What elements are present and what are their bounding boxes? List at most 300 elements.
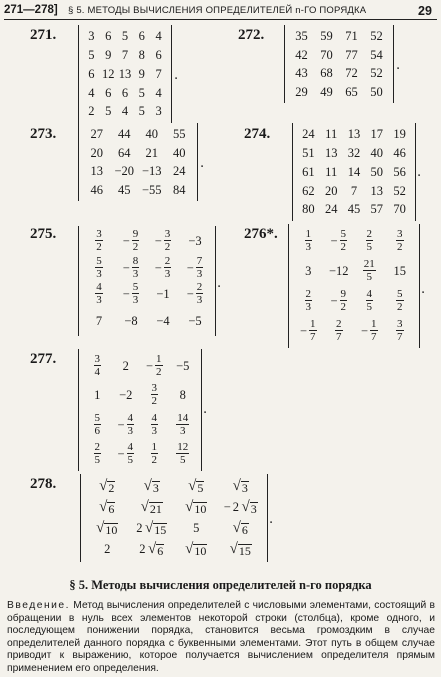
matrix-entry: 50 bbox=[370, 84, 383, 99]
denominator: 5 bbox=[180, 454, 186, 467]
matrix-entry: 6 bbox=[138, 29, 145, 44]
matrix-entry bbox=[123, 282, 140, 306]
matrix-entry: 56 bbox=[393, 164, 406, 179]
determinant-grid bbox=[293, 226, 415, 346]
numerator: 2 bbox=[94, 441, 100, 454]
matrix-entry bbox=[146, 354, 163, 378]
matrix-entry: 24 bbox=[302, 127, 315, 142]
matrix-entry bbox=[95, 229, 103, 253]
denominator: 3 bbox=[151, 424, 157, 437]
fraction bbox=[155, 354, 163, 378]
matrix-entry: 2 bbox=[104, 542, 111, 557]
matrix-entry: 4 bbox=[155, 85, 162, 100]
numerator: 7 bbox=[196, 254, 203, 267]
fraction bbox=[335, 319, 343, 343]
determinant bbox=[292, 123, 416, 221]
matrix-entry: −5 bbox=[188, 313, 202, 328]
radicand: 6 bbox=[157, 544, 164, 558]
matrix-entry bbox=[123, 229, 140, 253]
matrix-entry: 5 bbox=[138, 104, 145, 119]
fraction bbox=[164, 229, 172, 253]
minus-sign: − bbox=[223, 500, 231, 515]
matrix-entry: 4 bbox=[121, 104, 129, 119]
numerator: 5 bbox=[340, 228, 347, 240]
matrix-entry: 59 bbox=[320, 29, 333, 43]
matrix-entry: 29 bbox=[295, 84, 308, 99]
fraction bbox=[127, 413, 135, 437]
minus-sign: − bbox=[186, 260, 194, 275]
matrix-entry: 42 bbox=[295, 47, 308, 62]
radical-sign: √ bbox=[229, 541, 238, 557]
matrix-entry: 20 bbox=[324, 183, 338, 198]
radical-sign: √ bbox=[241, 499, 250, 515]
numerator: 4 bbox=[366, 288, 372, 300]
fraction bbox=[95, 282, 103, 306]
matrix-entry: −8 bbox=[124, 313, 138, 328]
matrix-entry: 17 bbox=[370, 127, 384, 142]
matrix-entry bbox=[99, 500, 115, 515]
problem-number: 272. bbox=[238, 27, 265, 43]
matrix-entry: 24 bbox=[173, 164, 186, 178]
matrix-entry bbox=[396, 289, 404, 313]
matrix-entry: 2 bbox=[122, 358, 129, 373]
radicand: 10 bbox=[105, 523, 118, 537]
fraction bbox=[196, 282, 204, 306]
denominator: 2 bbox=[96, 241, 102, 254]
fraction bbox=[340, 289, 348, 313]
numerator: 5 bbox=[94, 411, 100, 424]
matrix-entry: 7 bbox=[350, 183, 358, 198]
matrix-entry bbox=[366, 229, 374, 253]
matrix-entry: 15 bbox=[393, 263, 406, 278]
matrix-entry: 7 bbox=[155, 66, 162, 81]
minus-sign: − bbox=[117, 447, 125, 461]
matrix-entry: 32 bbox=[347, 145, 361, 160]
square-root bbox=[233, 521, 249, 536]
matrix-entry: 45 bbox=[118, 182, 131, 197]
period-mark: . bbox=[174, 68, 179, 83]
numerator: 4 bbox=[127, 411, 134, 424]
denominator: 2 bbox=[151, 395, 157, 408]
determinant bbox=[78, 123, 198, 201]
numerator: 1 bbox=[305, 228, 311, 240]
denominator: 7 bbox=[371, 331, 377, 343]
matrix-entry: 13 bbox=[324, 145, 338, 160]
fraction bbox=[127, 442, 135, 466]
matrix-entry: 5 bbox=[138, 85, 145, 100]
intro-label: Введение. bbox=[7, 600, 70, 611]
minus-sign: − bbox=[122, 260, 130, 275]
matrix-entry: −5 bbox=[176, 358, 190, 373]
matrix-entry bbox=[363, 259, 376, 283]
denominator: 5 bbox=[366, 241, 372, 253]
matrix-entry: 6 bbox=[105, 85, 112, 100]
header-range: 271—278] bbox=[4, 4, 58, 16]
denominator: 7 bbox=[336, 331, 342, 343]
matrix-entry bbox=[233, 521, 249, 536]
matrix-entry: 54 bbox=[370, 47, 383, 62]
radicand: 2 bbox=[108, 481, 115, 495]
radical-sign: √ bbox=[145, 520, 154, 536]
radical-sign: √ bbox=[99, 478, 108, 494]
header-title: § 5. МЕТОДЫ ВЫЧИСЛЕНИЯ ОПРЕДЕЛИТЕЛЕЙ n-ГО ПОРЯДКА bbox=[68, 5, 367, 16]
numerator: 3 bbox=[94, 352, 100, 365]
matrix-entry bbox=[96, 521, 118, 536]
radical-sign: √ bbox=[232, 478, 241, 494]
numerator: 3 bbox=[164, 228, 171, 241]
matrix-entry bbox=[151, 442, 159, 466]
denominator: 4 bbox=[94, 365, 100, 378]
matrix-entry: 40 bbox=[145, 127, 158, 141]
fraction bbox=[396, 289, 404, 313]
matrix-entry: 21 bbox=[145, 145, 158, 160]
numerator: 1 bbox=[151, 441, 157, 454]
matrix-entry: 55 bbox=[173, 127, 186, 141]
radicand: 3 bbox=[152, 481, 159, 495]
problem-number: 274. bbox=[244, 126, 271, 142]
matrix-entry: −13 bbox=[141, 164, 162, 178]
minus-sign: − bbox=[145, 358, 154, 373]
square-root bbox=[233, 479, 249, 494]
denominator: 7 bbox=[310, 331, 316, 343]
fraction bbox=[366, 229, 374, 253]
determinant bbox=[78, 25, 172, 123]
fraction bbox=[305, 229, 313, 253]
radical-sign: √ bbox=[143, 478, 152, 494]
matrix-entry: 72 bbox=[345, 66, 358, 80]
square-root bbox=[141, 500, 163, 515]
matrix-entry bbox=[300, 319, 317, 343]
radicand: 10 bbox=[194, 502, 207, 516]
problem-number: 278. bbox=[30, 476, 57, 492]
radicand: 10 bbox=[194, 544, 207, 558]
numerator: 2 bbox=[196, 281, 203, 294]
matrix-entry: 57 bbox=[370, 202, 384, 217]
matrix-entry: −55 bbox=[141, 182, 162, 197]
square-root bbox=[185, 500, 207, 515]
minus-sign: − bbox=[330, 293, 338, 308]
matrix-entry: 52 bbox=[393, 183, 406, 198]
matrix-entry bbox=[141, 500, 163, 515]
coefficient: 2 bbox=[232, 500, 242, 515]
problem-number: 275. bbox=[30, 226, 57, 242]
matrix-entry bbox=[151, 413, 159, 437]
matrix-entry: 6 bbox=[121, 85, 129, 100]
matrix-entry: 64 bbox=[118, 145, 131, 160]
determinant-grid bbox=[83, 351, 197, 469]
matrix-entry: 52 bbox=[370, 66, 383, 80]
matrix-entry: −1 bbox=[156, 287, 170, 301]
numerator: 4 bbox=[151, 411, 157, 424]
matrix-entry bbox=[123, 256, 140, 280]
matrix-entry: 61 bbox=[302, 164, 315, 179]
minus-sign: − bbox=[122, 234, 130, 248]
numerator: 4 bbox=[127, 441, 134, 454]
numerator: 21 bbox=[363, 258, 375, 270]
matrix-entry: 13 bbox=[347, 127, 361, 142]
numerator: 2 bbox=[305, 288, 311, 300]
matrix-entry: 4 bbox=[88, 85, 95, 100]
matrix-entry bbox=[185, 500, 207, 515]
determinant bbox=[80, 474, 268, 562]
matrix-entry: 6 bbox=[155, 47, 162, 62]
fraction bbox=[94, 442, 102, 466]
matrix-entry: −3 bbox=[188, 234, 202, 248]
radicand: 6 bbox=[241, 523, 248, 537]
matrix-entry: 40 bbox=[173, 145, 186, 160]
matrix-entry: −12 bbox=[328, 263, 349, 278]
denominator: 3 bbox=[132, 294, 139, 307]
square-root bbox=[230, 542, 252, 557]
matrix-entry: 14 bbox=[347, 164, 361, 179]
numerator: 3 bbox=[151, 382, 157, 395]
matrix-entry: 5 bbox=[105, 104, 112, 119]
matrix-entry: 6 bbox=[105, 29, 112, 44]
matrix-entry bbox=[187, 282, 204, 306]
matrix-entry bbox=[136, 521, 167, 536]
matrix-entry: 1 bbox=[94, 388, 101, 402]
fraction bbox=[151, 413, 159, 437]
denominator: 2 bbox=[340, 241, 347, 253]
numerator: 5 bbox=[96, 254, 102, 267]
denominator: 6 bbox=[94, 424, 100, 437]
problem-number: 273. bbox=[30, 126, 57, 142]
matrix-entry bbox=[94, 413, 102, 437]
matrix-entry bbox=[188, 479, 204, 494]
period-mark: . bbox=[217, 276, 222, 291]
numerator: 5 bbox=[132, 281, 139, 294]
matrix-entry bbox=[305, 229, 313, 253]
matrix-entry: 12 bbox=[101, 66, 115, 81]
denominator: 3 bbox=[196, 267, 203, 280]
matrix-entry bbox=[155, 256, 172, 280]
denominator: 2 bbox=[132, 241, 139, 254]
determinant bbox=[284, 25, 394, 103]
numerator: 2 bbox=[336, 318, 342, 330]
minus-sign: − bbox=[154, 234, 162, 248]
radical-sign: √ bbox=[232, 520, 241, 536]
denominator: 3 bbox=[164, 267, 171, 280]
radical-sign: √ bbox=[140, 499, 149, 515]
denominator: 3 bbox=[96, 294, 102, 307]
denominator: 5 bbox=[366, 301, 372, 313]
intro-text: Метод вычисления определителей с числовыми элементами, состоящий в обращении в нуль всех элементов некоторой строки (столбца), кроме одного, и последующем понижении порядка, становится весьма громоздким в случае определителей данного порядка с буквенными элементами. Этот путь в общем случае приводит к выражению, которое получается вычислением определителя прямым применением его определения. bbox=[7, 600, 435, 674]
matrix-entry bbox=[330, 229, 347, 253]
matrix-entry bbox=[233, 479, 249, 494]
matrix-entry: 8 bbox=[179, 388, 186, 402]
matrix-entry bbox=[117, 442, 134, 466]
matrix-entry bbox=[139, 542, 164, 557]
matrix-entry: 46 bbox=[393, 145, 406, 160]
matrix-entry: 46 bbox=[90, 182, 103, 197]
matrix-entry bbox=[94, 442, 102, 466]
minus-sign: − bbox=[360, 323, 369, 338]
square-root bbox=[144, 479, 160, 494]
denominator: 2 bbox=[397, 241, 403, 253]
fraction bbox=[151, 442, 159, 466]
period-mark: . bbox=[203, 402, 208, 417]
matrix-entry: 3 bbox=[155, 104, 162, 119]
numerator: 2 bbox=[366, 228, 372, 240]
radicand: 21 bbox=[149, 502, 162, 516]
fraction bbox=[176, 442, 189, 466]
fraction bbox=[132, 282, 140, 306]
header-rule bbox=[4, 19, 437, 20]
matrix-entry bbox=[335, 319, 343, 343]
matrix-entry: 13 bbox=[370, 183, 384, 198]
denominator: 3 bbox=[96, 267, 102, 280]
radical-sign: √ bbox=[185, 499, 194, 515]
matrix-entry bbox=[144, 479, 160, 494]
square-root bbox=[242, 500, 258, 515]
coefficient: 2 bbox=[136, 521, 146, 536]
minus-sign: − bbox=[154, 260, 162, 275]
matrix-entry: −4 bbox=[156, 313, 170, 328]
determinant-grid bbox=[297, 125, 411, 219]
minus-sign: − bbox=[122, 287, 130, 301]
matrix-entry: 11 bbox=[325, 164, 338, 179]
period-mark: . bbox=[417, 165, 422, 180]
denominator: 3 bbox=[180, 424, 186, 437]
numerator: 1 bbox=[310, 318, 316, 330]
matrix-entry bbox=[151, 383, 159, 407]
square-root bbox=[96, 521, 118, 536]
matrix-entry: 51 bbox=[302, 145, 315, 160]
denominator: 5 bbox=[366, 271, 372, 283]
problem-number: 271. bbox=[30, 27, 57, 43]
fraction bbox=[366, 289, 374, 313]
radical-sign: √ bbox=[96, 520, 105, 536]
matrix-entry bbox=[224, 500, 258, 515]
matrix-entry: 52 bbox=[370, 29, 383, 43]
denominator: 2 bbox=[164, 241, 171, 254]
determinant-grid bbox=[85, 476, 263, 560]
fraction bbox=[164, 256, 172, 280]
intro-paragraph bbox=[7, 600, 435, 676]
fraction bbox=[151, 383, 159, 407]
matrix-entry: 13 bbox=[118, 66, 132, 81]
minus-sign: − bbox=[330, 233, 338, 248]
matrix-entry: 27 bbox=[90, 127, 103, 141]
matrix-entry: 40 bbox=[370, 145, 384, 160]
matrix-entry bbox=[99, 479, 115, 494]
determinant bbox=[78, 349, 202, 471]
matrix-entry bbox=[117, 413, 134, 437]
matrix-entry: 68 bbox=[320, 66, 333, 80]
numerator: 1 bbox=[371, 318, 377, 330]
radical-sign: √ bbox=[148, 541, 157, 557]
fraction bbox=[196, 256, 204, 280]
denominator: 3 bbox=[305, 301, 311, 313]
matrix-entry: 8 bbox=[138, 47, 145, 62]
fraction bbox=[132, 229, 140, 253]
matrix-entry: 77 bbox=[345, 47, 358, 62]
numerator: 2 bbox=[164, 254, 171, 267]
matrix-entry: 11 bbox=[325, 127, 338, 142]
determinant-grid bbox=[289, 27, 389, 101]
matrix-entry: 7 bbox=[121, 47, 129, 62]
numerator: 3 bbox=[96, 228, 102, 241]
matrix-entry bbox=[305, 289, 313, 313]
matrix-entry: 71 bbox=[345, 29, 358, 43]
radicand: 3 bbox=[241, 481, 248, 495]
section-title: § 5. Методы вычисления определителей n-го порядка bbox=[69, 578, 372, 592]
determinant bbox=[288, 224, 420, 348]
fraction bbox=[396, 229, 404, 253]
determinant bbox=[78, 226, 216, 336]
numerator: 8 bbox=[132, 254, 139, 267]
matrix-entry: 65 bbox=[345, 84, 358, 99]
matrix-entry: 3 bbox=[305, 263, 312, 278]
matrix-entry: 80 bbox=[302, 202, 315, 217]
radicand: 3 bbox=[250, 502, 257, 516]
matrix-entry bbox=[230, 542, 252, 557]
period-mark: . bbox=[421, 282, 426, 297]
period-mark: . bbox=[396, 58, 401, 73]
determinant-grid bbox=[83, 125, 193, 199]
matrix-entry bbox=[185, 542, 207, 557]
matrix-entry: 4 bbox=[155, 29, 162, 44]
square-root bbox=[188, 479, 204, 494]
radicand: 15 bbox=[154, 523, 167, 537]
matrix-entry: 24 bbox=[324, 202, 338, 217]
radical-sign: √ bbox=[185, 541, 194, 557]
matrix-entry: 44 bbox=[118, 127, 131, 141]
matrix-entry bbox=[361, 319, 378, 343]
numerator: 12 bbox=[177, 441, 189, 454]
period-mark: . bbox=[200, 156, 205, 171]
matrix-entry: 19 bbox=[393, 127, 406, 142]
fraction bbox=[305, 289, 313, 313]
matrix-entry: 9 bbox=[138, 66, 145, 81]
radicand: 15 bbox=[238, 544, 251, 558]
numerator: 3 bbox=[397, 228, 403, 240]
matrix-entry: 62 bbox=[302, 183, 315, 198]
matrix-entry: 20 bbox=[90, 145, 103, 160]
numerator: 9 bbox=[132, 228, 139, 241]
fraction bbox=[309, 319, 317, 343]
numerator: 4 bbox=[96, 281, 102, 294]
matrix-entry bbox=[95, 282, 103, 306]
matrix-entry: −2 bbox=[119, 388, 133, 402]
matrix-entry bbox=[94, 354, 102, 378]
matrix-entry bbox=[187, 256, 204, 280]
matrix-entry: 35 bbox=[295, 29, 308, 43]
period-mark: . bbox=[269, 512, 274, 527]
fraction bbox=[95, 256, 103, 280]
matrix-entry: 70 bbox=[320, 47, 333, 62]
fraction bbox=[176, 413, 189, 437]
matrix-entry bbox=[366, 289, 374, 313]
matrix-entry: 5 bbox=[193, 521, 200, 536]
minus-sign: − bbox=[299, 323, 308, 338]
fraction bbox=[95, 229, 103, 253]
determinant-grid bbox=[83, 228, 211, 334]
matrix-entry: 2 bbox=[88, 104, 95, 119]
matrix-entry: 49 bbox=[320, 84, 333, 99]
denominator: 5 bbox=[127, 454, 134, 467]
denominator: 3 bbox=[127, 424, 134, 437]
square-root bbox=[99, 500, 115, 515]
matrix-entry: 84 bbox=[173, 182, 186, 197]
denominator: 3 bbox=[305, 241, 311, 253]
problem-number: 277. bbox=[30, 351, 57, 367]
minus-sign: − bbox=[186, 287, 194, 301]
problem-number: 276*. bbox=[244, 226, 278, 242]
matrix-entry: 50 bbox=[370, 164, 384, 179]
numerator: 9 bbox=[340, 288, 347, 300]
matrix-entry bbox=[330, 289, 347, 313]
